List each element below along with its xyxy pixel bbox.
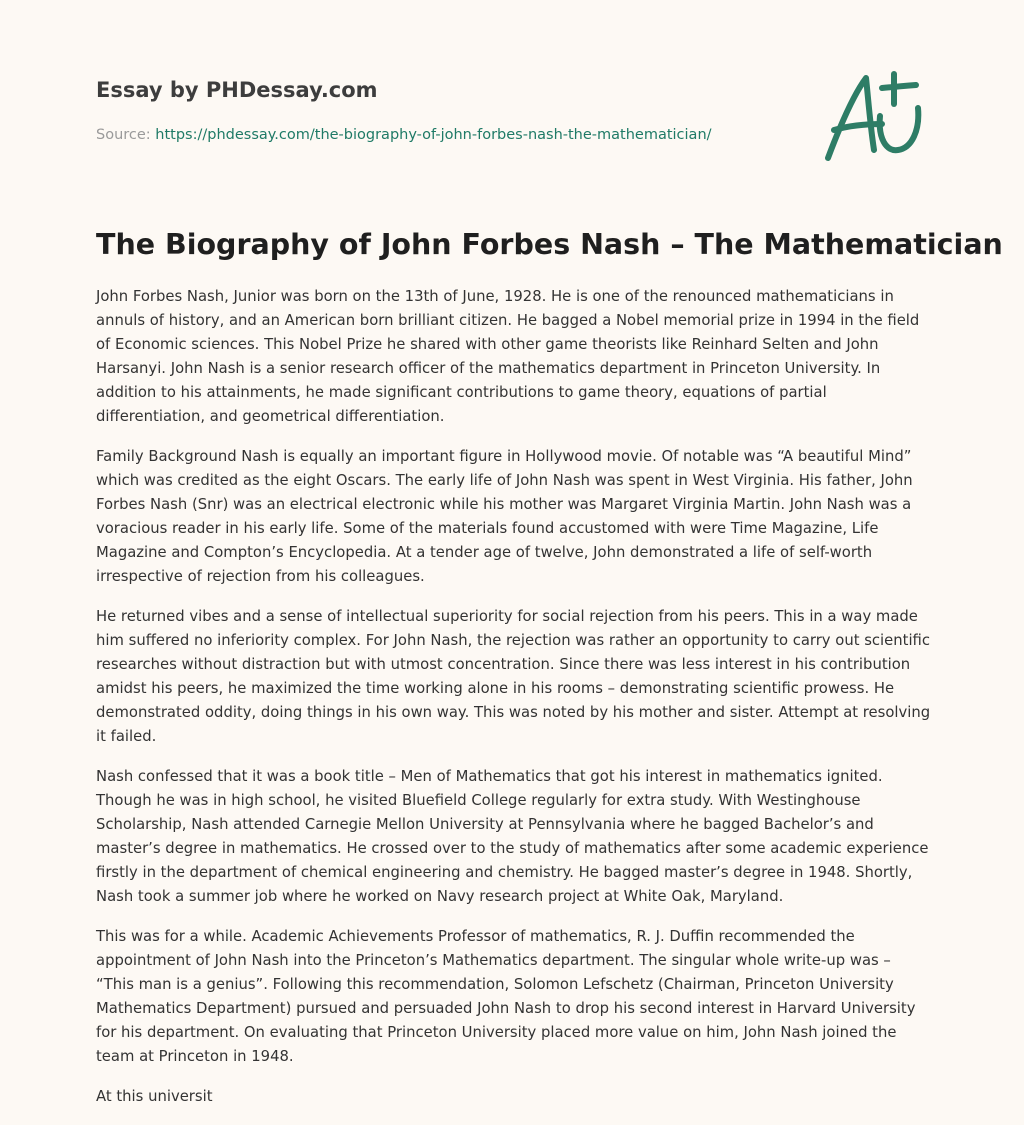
essay-header (96, 76, 796, 145)
essay-body (96, 285, 932, 1125)
paragraph: He returned vibes and a sense of intellectual superiority for social rejection from his peers. This in a way made him suffered no inferiority complex. For John Nash, the rejection was rather an opportunity to carry out scientific researches without distraction but with utmost concentration. Since there was less interest in his contribution amidst his peers, he maximized the time working alone in his rooms – demonstrating scientific prowess. He demonstrated oddity, doing things in his own way. This was noted by his mother and sister. Attempt at resolving it failed. (96, 608, 931, 745)
brand-name: Essay by PHDessay.com (96, 78, 378, 102)
essay-title: The Biography of John Forbes Nash – The Mathematician (96, 228, 1003, 261)
paragraph: John Forbes Nash, Junior was born on the 13th of June, 1928. He is one of the renounced mathematicians in annuls of history, and an American born brilliant citizen. He bagged a Nobel memorial prize in 1994 in the field of Economic sciences. This Nobel Prize he shared with other game theorists like Reinhard Selten and John Harsanyi. John Nash is a senior research officer of the mathematics department in Princeton University. In addition to his attainments, he made significant contributions to game theory, equations of partial differentiation, and geometrical differentiation. (96, 288, 920, 425)
paragraph: Family Background Nash is equally an important figure in Hollywood movie. Of notable was “A beautiful Mind” which was credited as the eight Oscars. The early life of John Nash was spent in West Virginia. His father, John Forbes Nash (Snr) was an electrical electronic while his mother was Margaret Virginia Martin. John Nash was a voracious reader in his early life. Some of the materials found accustomed with were Time Magazine, Life Magazine and Compton’s Encyclopedia. At a tender age of twelve, John demonstrated a life of self-worth irrespective of rejection from his colleagues. (96, 448, 913, 585)
source-link[interactable]: https://phdessay.com/the-biography-of-john-forbes-nash-the-mathematician/ (155, 127, 712, 143)
paragraph: This was for a while. Academic Achievements Professor of mathematics, R. J. Duffin recommended the appointment of John Nash into the Princeton’s Mathematics department. The singular whole write-up was – “This man is a genius”. Following this recommendation, Solomon Lefschetz (Chairman, Princeton University Mathematics Department) pursued and persuaded John Nash to drop his second interest in Harvard University for his department. On evaluating that Princeton University placed more value on him, John Nash joined the team at Princeton in 1948. (96, 928, 916, 1065)
source-label: Source: (96, 127, 151, 143)
paragraph: Nash confessed that it was a book title – Men of Mathematics that got his interest in mathematics ignited. Though he was in high school, he visited Bluefield College regularly for extra study. With Westinghouse Scholarship, Nash attended Carnegie Mellon University at Pennsylvania where he bagged Bachelor’s and master’s degree in mathematics. He crossed over to the study of mathematics after some academic experience firstly in the department of chemical engineering and chemistry. He bagged master’s degree in 1948. Shortly, Nash took a summer job where he worked on Navy research project at White Oak, Maryland. (96, 768, 929, 905)
source-line (96, 125, 796, 145)
paragraph: At this universit (96, 1088, 213, 1105)
a-plus-logo-icon (820, 66, 930, 166)
